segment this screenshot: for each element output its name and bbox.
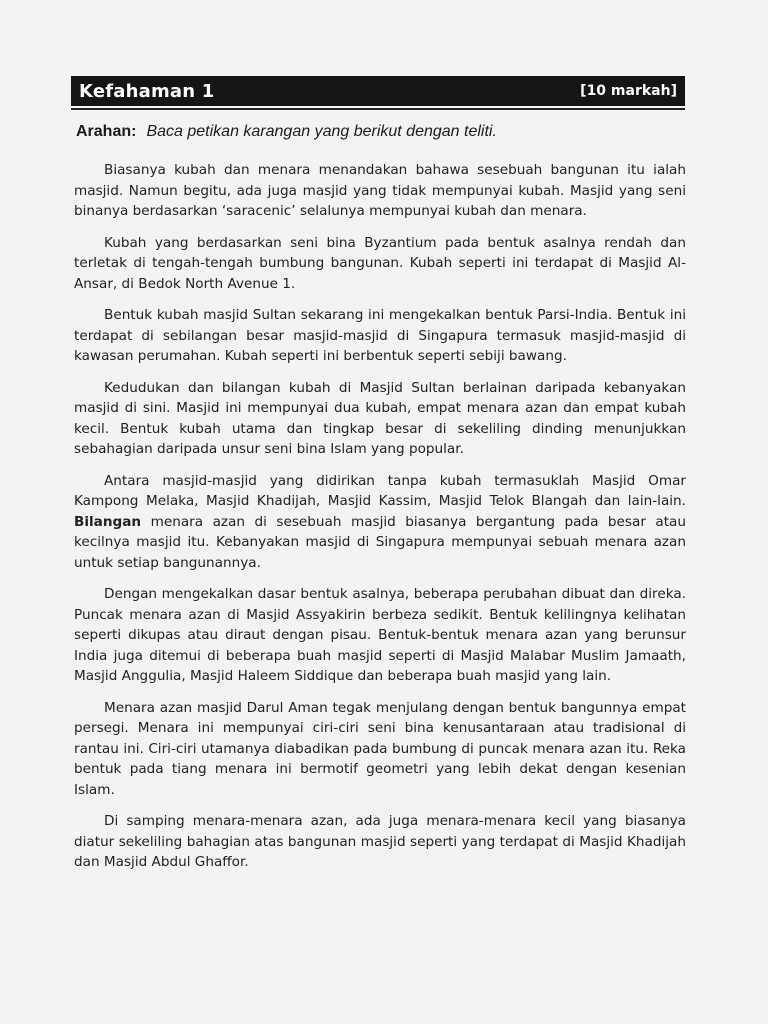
paragraph-2: Kubah yang berdasarkan seni bina Byzantium pada bentuk asalnya rendah dan terletak di tengah-tengah bumbung bangunan. Kubah seperti ini terdapat di Masjid Al-Ansar, di Bedok North Avenue 1. [74,234,686,292]
instruction-text: Baca petikan karangan yang berikut dengan teliti. [146,123,497,140]
marks-label: [10 markah] [580,83,677,99]
header-divider [71,108,685,110]
section-title: Kefahaman 1 [79,80,215,102]
paragraph-6: Dengan mengekalkan dasar bentuk asalnya, beberapa perubahan dibuat dan direka. Puncak menara azan di Masjid Assyakirin berbeza sedikit. Bentuk kelilingnya kelihatan seperti dikupas atau diraut dengan pisau. Bentuk-bentuk menara azan yang berunsur India juga ditemui di beberapa buah masjid seperti di Masjid Malabar Muslim Jamaath, Masjid Anggulia, Masjid Haleem Siddique dan beberapa buah masjid yang lain. [74,586,686,684]
section-header-bar [71,76,685,106]
paragraph-5-after: menara azan di sesebuah masjid biasanya bergantung pada besar atau kecilnya masjid itu. Kebanyakan masjid di Singapura mempunyai sebuah menara azan untuk setiap bangunannya. [74,513,687,571]
paragraph-5-before: Antara masjid-masjid yang didirikan tanpa kubah termasuklah Masjid Omar Kampong Melaka, Masjid Khadijah, Masjid Kassim, Masjid Telok Blangah dan lain-lain. [74,472,686,509]
instruction-label: Arahan: [76,123,137,140]
instruction-line [76,120,686,144]
paragraph-1: Biasanya kubah dan menara menandakan bahawa sesebuah bangunan itu ialah masjid. Namun begitu, ada juga masjid yang tidak mempunyai kubah. Masjid yang seni binanya berdasarkan ‘saracenic’ selalunya mempunyai kubah dan menara. [74,162,686,219]
paragraph-5 [74,471,686,574]
paragraph-8: Di samping menara-menara azan, ada juga menara-menara kecil yang biasanya diatur sekeliling bahagian atas bangunan masjid seperti yang terdapat di Masjid Khadijah dan Masjid Abdul Ghaffor. [74,813,686,870]
passage-body [74,160,686,884]
paragraph-5-bold-word: Bilangan [74,513,142,530]
paragraph-4: Kedudukan dan bilangan kubah di Masjid Sultan berlainan daripada kebanyakan masjid di sini. Masjid ini mempunyai dua kubah, empat menara azan dan empat kubah kecil. Bentuk kubah utama dan tingkap besar di sekeliling dinding menunjukkan sebahagian daripada unsur seni bina Islam yang popular. [74,379,686,457]
paragraph-3: Bentuk kubah masjid Sultan sekarang ini mengekalkan bentuk Parsi-India. Bentuk ini terdapat di sebilangan besar masjid-masjid di Singapura termasuk masjid-masjid di kawasan perumahan. Kubah seperti ini berbentuk seperti sebiji bawang. [74,307,686,364]
paragraph-7: Menara azan masjid Darul Aman tegak menjulang dengan bentuk bangunnya empat persegi. Menara ini mempunyai ciri-ciri seni bina kenusantaraan atau tradisional di rantau ini. Ciri-ciri utamanya diabadikan pada bumbung di puncak menara azan itu. Reka bentuk pada tiang menara ini bermotif geometri yang lebih dekat dengan kesenian Islam. [74,699,686,798]
